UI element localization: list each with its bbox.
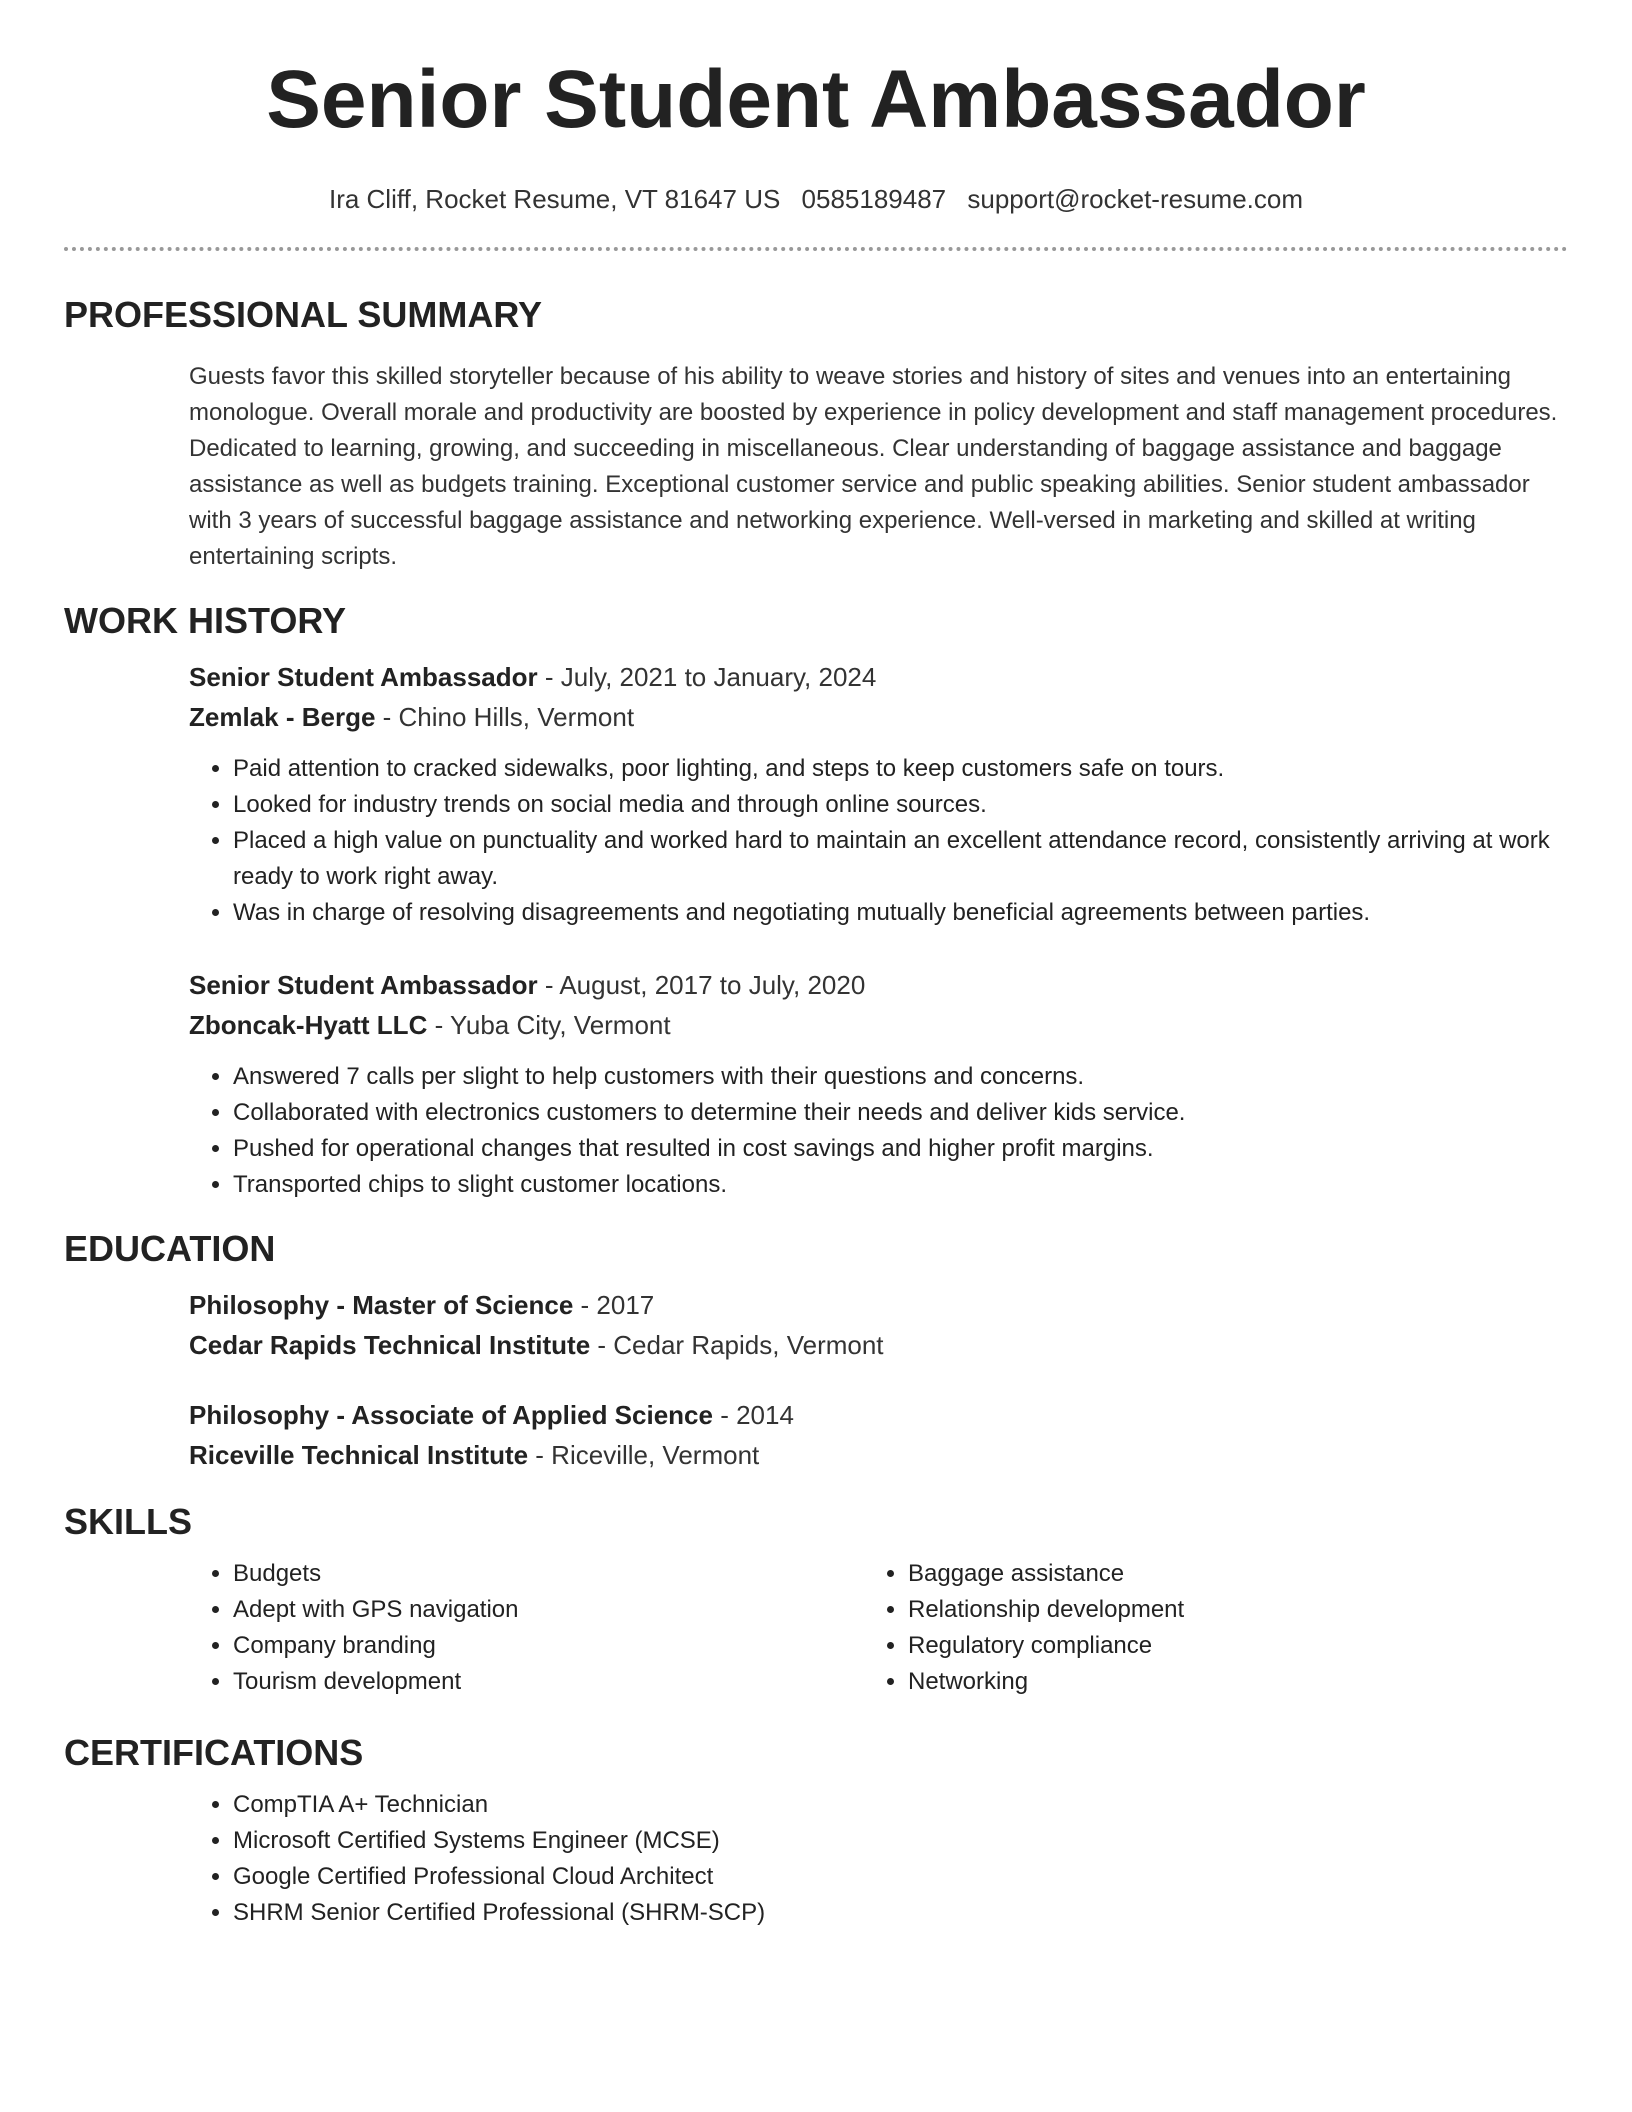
contact-line [64, 181, 1568, 217]
job-title-line [189, 965, 1568, 1005]
skill-item: • Adept with GPS navigation [233, 1592, 864, 1628]
job-company: Zboncak-Hyatt LLC [189, 1010, 428, 1040]
school-location: - Cedar Rapids, Vermont [590, 1330, 884, 1360]
resume-name: Senior Student Ambassador [266, 54, 1366, 145]
job-company-line [189, 697, 1568, 737]
job-entry [189, 965, 1568, 1203]
certification-bullets [189, 1787, 1568, 1931]
school-name: Riceville Technical Institute [189, 1440, 529, 1470]
skill-item: • Relationship development [908, 1592, 1568, 1628]
degree-name: Philosophy - Master of Science [189, 1290, 574, 1320]
job-company: Zemlak - Berge [189, 702, 376, 732]
school-name: Cedar Rapids Technical Institute [189, 1330, 591, 1360]
header-divider [64, 247, 1568, 251]
degree-year: - 2014 [712, 1400, 794, 1430]
skill-item: • Tourism development [233, 1664, 864, 1700]
skill-item: • Regulatory compliance [908, 1628, 1568, 1664]
work-history-title: WORK HISTORY [64, 600, 347, 641]
skill-item: • Baggage assistance [908, 1556, 1568, 1592]
certifications-title: CERTIFICATIONS [64, 1732, 364, 1773]
job-bullet: • Answered 7 calls per slight to help customers with their questions and concerns. [233, 1059, 1568, 1095]
job-bullet: • Pushed for operational changes that resulted in cost savings and higher profit margins. [233, 1131, 1568, 1167]
certifications-list [189, 1787, 1568, 1931]
job-bullets [189, 1059, 1568, 1203]
school-line [189, 1325, 1568, 1365]
certification-item: • SHRM Senior Certified Professional (SHRM-SCP) [233, 1895, 1568, 1931]
job-bullet: • Placed a high value on punctuality and worked hard to maintain an excellent attendance record, consistently arriving at work ready to work right away. [233, 823, 1568, 895]
job-bullet: • Was in charge of resolving disagreements and negotiating mutually beneficial agreements between parties. [233, 895, 1568, 931]
degree-line [189, 1395, 1568, 1435]
skills-list [864, 1556, 1568, 1700]
skills-column-right [864, 1556, 1568, 1700]
job-location: - Chino Hills, Vermont [375, 702, 635, 732]
job-bullets [189, 751, 1568, 931]
job-dates: - July, 2021 to January, 2024 [537, 662, 877, 692]
education-entry [189, 1285, 1568, 1365]
skills-title: SKILLS [64, 1501, 193, 1542]
job-company-line [189, 1005, 1568, 1045]
contact-phone: 0585189487 [801, 184, 947, 214]
job-bullet: • Collaborated with electronics customers to determine their needs and deliver kids service. [233, 1095, 1568, 1131]
certifications-section [64, 1731, 1568, 1931]
certification-item: • Google Certified Professional Cloud Architect [233, 1859, 1568, 1895]
skill-item: • Networking [908, 1664, 1568, 1700]
skills-column-left [189, 1556, 864, 1700]
job-position: Senior Student Ambassador [189, 970, 538, 1000]
summary-section [64, 293, 1568, 575]
education-entry [189, 1395, 1568, 1475]
skill-item: • Company branding [233, 1628, 864, 1664]
certification-item: • Microsoft Certified Systems Engineer (MCSE) [233, 1823, 1568, 1859]
skills-list [189, 1556, 864, 1700]
job-location: - Yuba City, Vermont [427, 1010, 671, 1040]
school-line [189, 1435, 1568, 1475]
job-title-line [189, 657, 1568, 697]
degree-year: - 2017 [573, 1290, 655, 1320]
job-bullet: • Transported chips to slight customer locations. [233, 1167, 1568, 1203]
work-history-section [64, 599, 1568, 1203]
job-dates: - August, 2017 to July, 2020 [537, 970, 866, 1000]
degree-name: Philosophy - Associate of Applied Science [189, 1400, 713, 1430]
contact-address: Ira Cliff, Rocket Resume, VT 81647 US [328, 184, 781, 214]
skill-item: • Budgets [233, 1556, 864, 1592]
summary-title: PROFESSIONAL SUMMARY [64, 294, 543, 335]
job-bullet: • Paid attention to cracked sidewalks, poor lighting, and steps to keep customers safe on tours. [233, 751, 1568, 787]
degree-line [189, 1285, 1568, 1325]
job-position: Senior Student Ambassador [189, 662, 538, 692]
school-location: - Riceville, Vermont [528, 1440, 760, 1470]
summary-text: Guests favor this skilled storyteller because of his ability to weave stories and history of sites and venues into an entertaining monologue. Overall morale and productivity are boosted by experience in policy development and staff management procedures. Dedicated to learning, growing, and succeeding in miscellaneous. Clear understanding of baggage assistance and baggage assistance as well as budgets training. Exceptional customer service and public speaking abilities. Senior student ambassador with 3 years of successful baggage assistance and networking experience. Well-versed in marketing and skilled at writing entertaining scripts. [189, 363, 1558, 570]
job-bullet: • Looked for industry trends on social media and through online sources. [233, 787, 1568, 823]
skills-grid [189, 1556, 1568, 1700]
education-title: EDUCATION [64, 1228, 276, 1269]
education-section [64, 1227, 1568, 1475]
certification-item: • CompTIA A+ Technician [233, 1787, 1568, 1823]
contact-email: support@rocket-resume.com [967, 184, 1304, 214]
job-entry [189, 657, 1568, 931]
skills-section [64, 1500, 1568, 1700]
